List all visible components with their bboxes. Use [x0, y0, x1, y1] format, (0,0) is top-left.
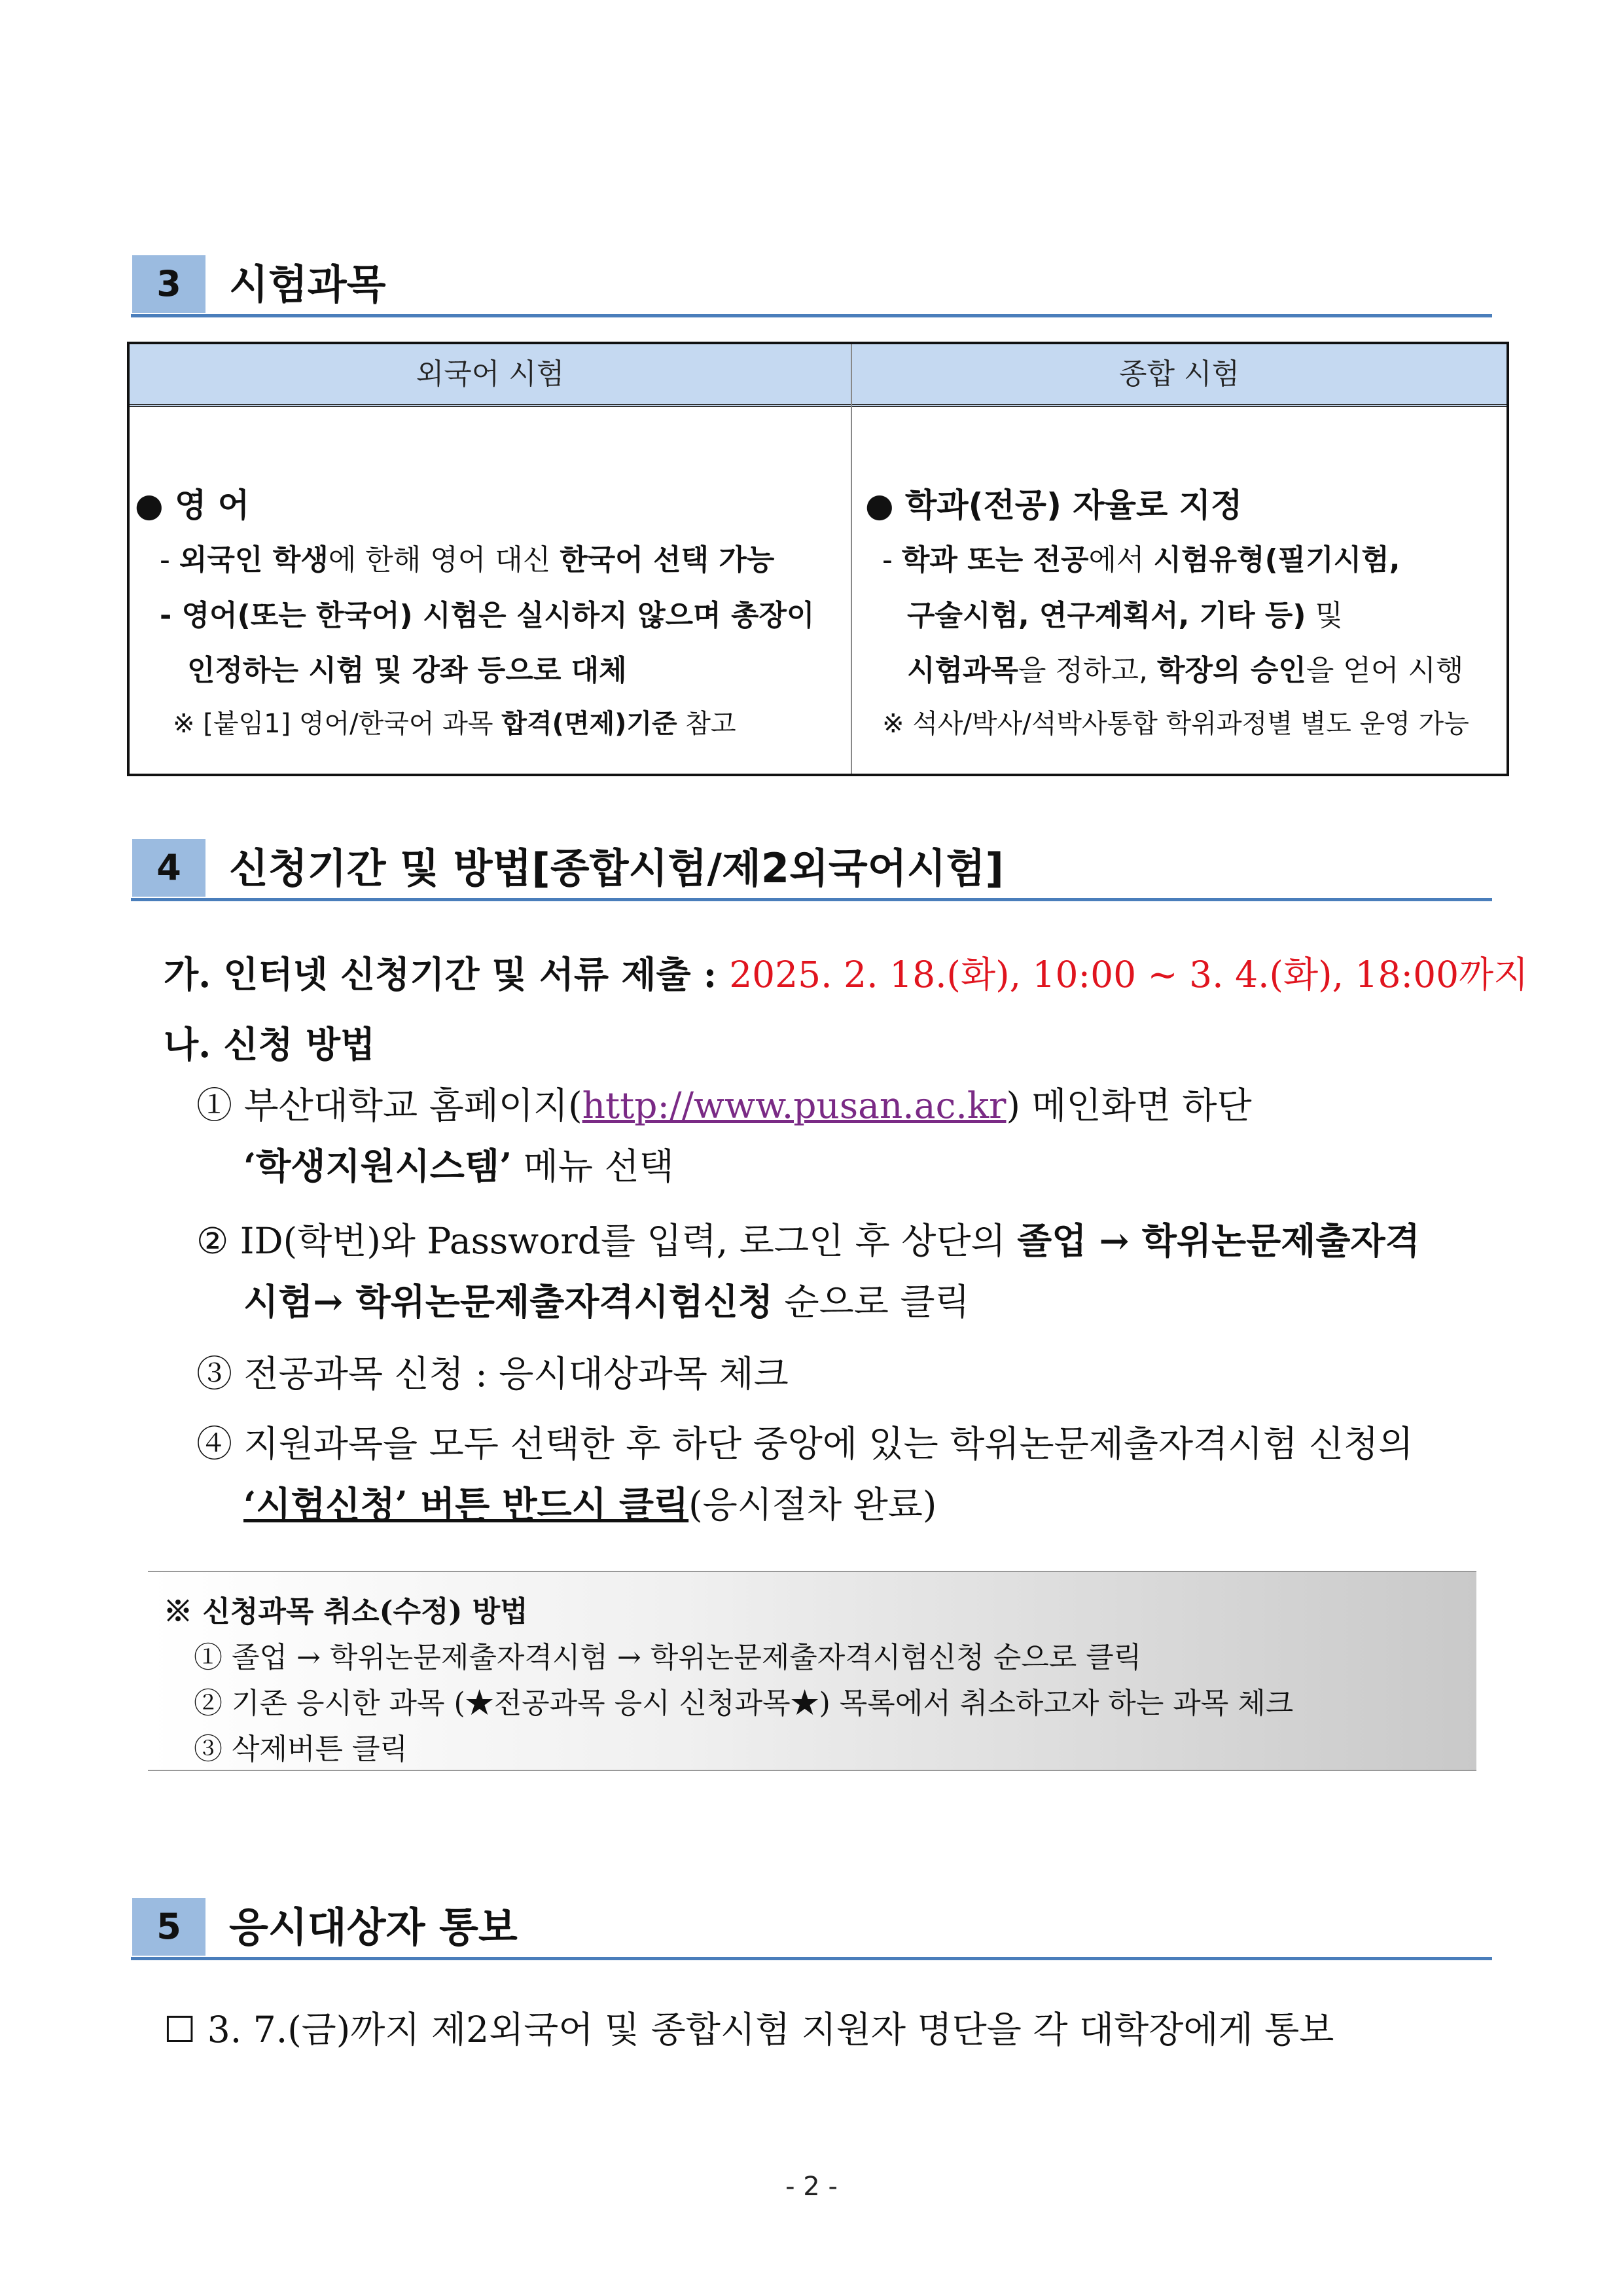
- left-line-1: - 외국인 학생에 한해 영어 대신 한국어 선택 가능: [160, 543, 775, 577]
- right-line-2: 구술시험, 연구계획서, 기타 등) 및: [907, 599, 1344, 632]
- left-line-3: 인정하는 시험 및 강좌 등으로 대체: [187, 654, 627, 687]
- page-number: - 2 -: [785, 2172, 838, 2202]
- section-number: 3: [132, 255, 205, 313]
- note-title: ※ 신청과목 취소(수정) 방법: [164, 1595, 528, 1628]
- step-3: ③ 전공과목 신청 : 응시대상과목 체크: [196, 1353, 789, 1395]
- english-bullet: ● 영 어: [135, 486, 250, 524]
- application-method-heading: 나. 신청 방법: [164, 1023, 376, 1066]
- step-1: ① 부산대학교 홈페이지(http://www.pusan.ac.kr) 메인화면 하단: [196, 1085, 1252, 1126]
- note-item-3: ③ 삭제버튼 클릭: [194, 1732, 408, 1766]
- section-5-heading: [131, 1898, 1492, 1960]
- department-bullet: ● 학과(전공) 자율로 지정: [865, 486, 1243, 524]
- notification-line: ☐ 3. 7.(금)까지 제2외국어 및 종합시험 지원자 명단을 각 대학장에게 통보: [164, 2009, 1334, 2051]
- note-item-1: ① 졸업 → 학위논문제출자격시험 → 학위논문제출자격시험신청 순으로 클릭: [194, 1641, 1142, 1674]
- right-line-3: 시험과목을 정하고, 학장의 승인을 얻어 시행: [907, 654, 1464, 687]
- step-2: ② ID(학번)와 Password를 입력, 로그인 후 상단의 졸업 → 학위논문제출자격: [196, 1219, 1420, 1262]
- section-title: 신청기간 및 방법[종합시험/제2외국어시험]: [229, 844, 1004, 892]
- application-period: 가. 인터넷 신청기간 및 서류 제출 : 2025. 2. 18.(화), 10:00 ~ 3. 4.(화), 18:00까지: [164, 953, 1529, 996]
- col-header-foreign-language: 외국어 시험: [416, 357, 565, 391]
- section-number: 5: [132, 1898, 205, 1956]
- section-title: 시험과목: [229, 260, 386, 308]
- comprehensive-cell: [852, 407, 1507, 774]
- left-note: ※ [붙임1] 영어/한국어 과목 합격(면제)기준 참고: [173, 709, 736, 739]
- homepage-link[interactable]: http://www.pusan.ac.kr: [582, 1085, 1007, 1126]
- note-item-2: ② 기존 응시한 과목 (★전공과목 응시 신청과목★) 목록에서 취소하고자 하는 과목 체크: [194, 1687, 1294, 1720]
- section-4-heading: [131, 839, 1492, 901]
- foreign-language-cell: [130, 407, 849, 774]
- table-header-row: [130, 344, 1507, 407]
- step-4: ④ 지원과목을 모두 선택한 후 하단 중앙에 있는 학위논문제출자격시험 신청의: [196, 1423, 1414, 1465]
- step-4-line-2: ‘시험신청’ 버튼 반드시 클릭(응시절차 완료): [243, 1483, 937, 1526]
- exam-subjects-table: [127, 342, 1509, 776]
- step-1-line-2: ‘학생지원시스템’ 메뉴 선택: [243, 1145, 674, 1187]
- period-dates: 2025. 2. 18.(화), 10:00 ~ 3. 4.(화), 18:00까지: [729, 954, 1529, 996]
- right-line-1: - 학과 또는 전공에서 시험유형(필기시험,: [882, 543, 1400, 577]
- section-number: 4: [132, 839, 205, 897]
- section-3-heading: [131, 255, 1492, 317]
- col-header-comprehensive: 종합 시험: [1118, 357, 1240, 391]
- right-note: ※ 석사/박사/석박사통합 학위과정별 별도 운영 가능: [882, 709, 1469, 739]
- left-line-2: - 영어(또는 한국어) 시험은 실시하지 않으며 총장이: [160, 599, 815, 632]
- cancellation-note-box: [148, 1571, 1476, 1771]
- step-2-line-2: 시험→ 학위논문제출자격시험신청 순으로 클릭: [243, 1280, 970, 1323]
- section-title: 응시대상자 통보: [229, 1903, 518, 1951]
